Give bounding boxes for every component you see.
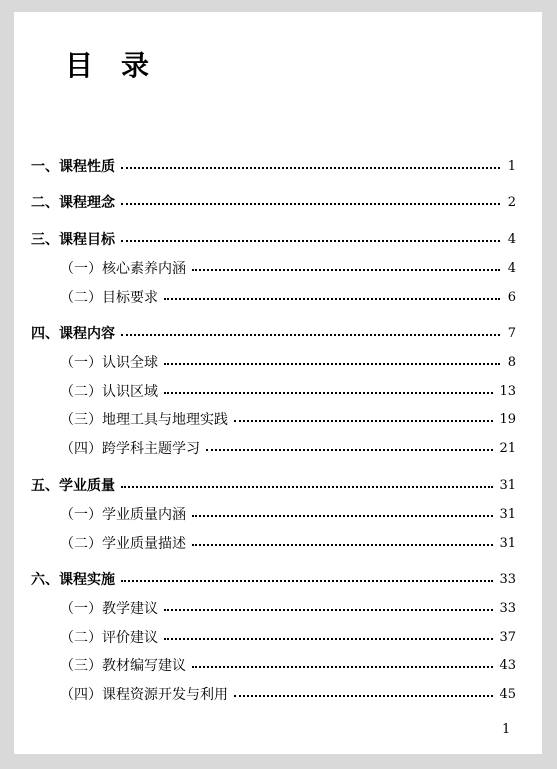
toc-entry-page-number: 7: [507, 325, 516, 341]
toc-chapter-entry[interactable]: [31, 474, 516, 496]
toc-section-entry[interactable]: [60, 408, 516, 430]
toc-section-entry[interactable]: [60, 626, 516, 648]
toc-entry-page-number: 33: [499, 600, 516, 616]
toc-entry-label: （三）地理工具与地理实践: [60, 412, 228, 428]
toc-entry-page-number: 37: [499, 629, 516, 645]
toc-dot-leader: [192, 269, 500, 271]
toc-entry-label: （二）目标要求: [60, 290, 158, 306]
toc-entry-page-number: 45: [499, 686, 516, 702]
toc-dot-leader: [234, 695, 493, 697]
toc-section-entry[interactable]: [60, 380, 516, 402]
toc-entry-page-number: 8: [507, 354, 516, 370]
toc-entry-page-number: 19: [499, 411, 516, 427]
document-page: [14, 12, 542, 754]
toc-entry-label: 六、课程实施: [31, 572, 115, 588]
toc-chapter-entry[interactable]: [31, 155, 516, 177]
toc-entry-label: （二）学业质量描述: [60, 536, 186, 552]
toc-dot-leader: [121, 334, 500, 336]
toc-section-entry[interactable]: [60, 532, 516, 554]
toc-entry-page-number: 21: [499, 440, 516, 456]
toc-dot-leader: [234, 420, 493, 422]
toc-chapter-entry[interactable]: [31, 228, 516, 250]
toc-dot-leader: [121, 167, 500, 169]
toc-entry-page-number: 33: [499, 571, 516, 587]
toc-entry-label: 四、课程内容: [31, 326, 115, 342]
toc-entry-page-number: 31: [499, 506, 516, 522]
toc-dot-leader: [164, 638, 493, 640]
toc-entry-page-number: 31: [499, 535, 516, 551]
toc-section-entry[interactable]: [60, 597, 516, 619]
toc-entry-page-number: 4: [507, 260, 516, 276]
toc-dot-leader: [164, 298, 500, 300]
toc-dot-leader: [121, 203, 500, 205]
toc-entry-page-number: 2: [507, 194, 516, 210]
toc-entry-label: （二）评价建议: [60, 630, 158, 646]
toc-entry-page-number: 43: [499, 657, 516, 673]
toc-entry-page-number: 1: [507, 158, 516, 174]
toc-entry-label: 二、课程理念: [31, 195, 115, 211]
toc-entry-page-number: 13: [499, 383, 516, 399]
toc-section-entry[interactable]: [60, 654, 516, 676]
toc-entry-label: 五、学业质量: [31, 478, 115, 494]
toc-entry-label: （四）课程资源开发与利用: [60, 687, 228, 703]
toc-entry-page-number: 4: [507, 231, 516, 247]
toc-entry-label: 三、课程目标: [31, 232, 115, 248]
toc-entry-label: 一、课程性质: [31, 159, 115, 175]
toc-chapter-entry[interactable]: [31, 322, 516, 344]
toc-dot-leader: [121, 240, 500, 242]
toc-section-entry[interactable]: [60, 683, 516, 705]
toc-section-entry[interactable]: [60, 437, 516, 459]
toc-dot-leader: [192, 544, 493, 546]
page-title: 目录: [65, 49, 178, 82]
toc-section-entry[interactable]: [60, 286, 516, 308]
toc-entry-label: （一）核心素养内涵: [60, 261, 186, 277]
toc-entry-label: （三）教材编写建议: [60, 658, 186, 674]
toc-entry-label: （二）认识区域: [60, 384, 158, 400]
toc-section-entry[interactable]: [60, 351, 516, 373]
toc-entry-page-number: 31: [499, 477, 516, 493]
toc-chapter-entry[interactable]: [31, 568, 516, 590]
toc-dot-leader: [164, 363, 500, 365]
toc-entry-page-number: 6: [507, 289, 516, 305]
toc-dot-leader: [192, 515, 493, 517]
toc-entry-label: （一）教学建议: [60, 601, 158, 617]
toc-dot-leader: [121, 580, 493, 582]
toc-entry-label: （一）认识全球: [60, 355, 158, 371]
toc-dot-leader: [192, 666, 493, 668]
toc-dot-leader: [164, 609, 493, 611]
toc-dot-leader: [206, 449, 493, 451]
toc-entry-label: （一）学业质量内涵: [60, 507, 186, 523]
toc-dot-leader: [121, 486, 493, 488]
toc-dot-leader: [164, 392, 493, 394]
page-number: 1: [502, 722, 511, 737]
toc-section-entry[interactable]: [60, 503, 516, 525]
toc-entry-label: （四）跨学科主题学习: [60, 441, 200, 457]
toc-chapter-entry[interactable]: [31, 191, 516, 213]
toc-section-entry[interactable]: [60, 257, 516, 279]
